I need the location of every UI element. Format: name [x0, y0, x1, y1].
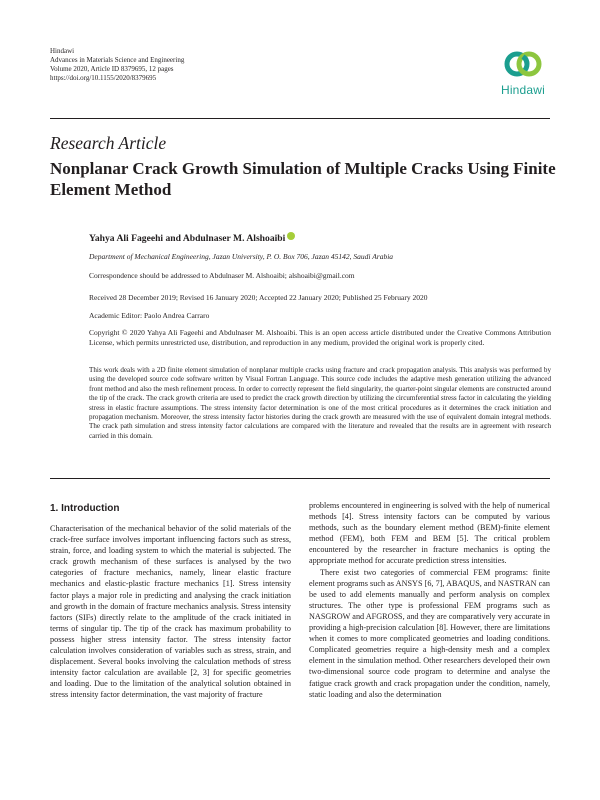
authors: Yahya Ali Fageehi and Abdulnaser M. Alshoaibi	[89, 233, 286, 244]
body-column-right	[309, 500, 550, 700]
header-divider	[50, 118, 550, 119]
publication-dates: Received 28 December 2019; Revised 16 January 2020; Accepted 22 January 2020; Published 25 February 2020	[89, 293, 428, 302]
abstract-divider	[50, 478, 550, 479]
publisher-name: Hindawi	[50, 47, 75, 55]
affiliation: Department of Mechanical Engineering, Jazan University, P. O. Box 706, Jazan 45142, Saudi Arabia	[89, 252, 394, 261]
section-heading: 1. Introduction	[50, 503, 120, 514]
academic-editor: Academic Editor: Paolo Andrea Carraro	[89, 311, 210, 320]
doi-link[interactable]: https://doi.org/10.1155/2020/8379695	[50, 74, 157, 82]
orcid-icon[interactable]	[287, 232, 295, 240]
journal-info	[50, 47, 184, 83]
paragraph: problems encountered in engineering is solved with the help of numerical methods [4]. Stress intensity factors can be computed by various methods, such as the boundary element method (BEM)-finite element method (FEM), both FEM and BEM [5]. The critical problem encountered by the researcher in fracture mechanics is opting the appropriate method for accurate prediction stress intensities.	[309, 501, 551, 566]
article-title: Nonplanar Crack Growth Simulation of Multiple Cracks Using Finite Element Method	[50, 159, 556, 199]
hindawi-logo	[497, 46, 549, 106]
hindawi-logo-icon	[503, 46, 543, 82]
correspondence: Correspondence should be addressed to Abdulnaser M. Alshoaibi; alshoaibi@gmail.com	[89, 271, 355, 280]
journal-name: Advances in Materials Science and Engineering	[50, 56, 185, 64]
article-type: Research Article	[50, 133, 167, 153]
logo-text: Hindawi	[500, 83, 546, 97]
volume-info: Volume 2020, Article ID 8379695, 12 pages	[50, 65, 174, 73]
paragraph: There exist two categories of commercial FEM programs: finite element programs such as ANSYS [6, 7], ABAQUS, and NASTRAN can be used to add elements manually and perform analysis on complex structures. The other type is professional FEM programs such as NASGROW and AFGROSS, and they are comparatively very accurate in providing a high-precision calculation [8]. However, there are limitations when it comes to more complicated geometries and loading conditions. Complicated geometries require a high-density mesh and a complex element in the simulation method. Other researchers developed their own two-dimensional source code program to determine and analyse the fatigue crack growth and crack propagation under the condition, namely, static loading and also the determination	[309, 567, 550, 699]
body-column-left	[50, 523, 291, 701]
paragraph: Characterisation of the mechanical behavior of the solid materials of the crack-free surface involves important influencing factors such as stress, strain, force, and loading system to which the material is subjected. The crack growth mechanism of these surfaces is analysed by the two categories of fracture mechanics, namely, linear elastic fracture mechanics and elastic-plastic fracture mechanics [1]. Stress intensity factor plays a major role in predicting and analysing the crack initiation and growth in the domain of fracture mechanics analysis. Stress intensity factors (SIFs) directly relate to the amplitude of the crack initiated in terms of singular tip. The tip of the crack has maximum probability to possess higher stress intensity factor. The stress intensity factor calculation involves consideration of variables such as stress, strain, and displacement. Several books involving the calculation methods of stress intensity factor calculation are available [2, 3] for specific geometries and loading. Due to the limitation of the analytical solution obtained in stress intensity factor determination, the vast majority of fracture	[50, 524, 291, 700]
abstract: This work deals with a 2D finite element simulation of nonplanar multiple cracks using fracture and crack propagation analysis. This analysis was performed by using the developed source code software written by Visual Fortran Language. This source code includes the adaptive mesh generation utilizing the advanced front method and also the mesh refinement process. In order to correctly represent the field singularity, the quarter-point singular elements are constructed around the tip of the crack. The crack growth criteria are used to predict the crack growth direction by utilizing the circumferential stress factor in calculating the yielding stress in elastic fracture assumptions. The stress intensity factor determination is one of the most critical procedures as it determines the crack initiation and propagation mechanism. Moreover, the stress intensity factor histories during the crack growth are measured with the use of equivalent domain integral methods. The crack path simulation and stress intensity factor calculations are compared with the literature and revealed that the results are in agreement with research carried in this domain.	[89, 366, 551, 440]
copyright-notice: Copyright © 2020 Yahya Ali Fageehi and Abdulnaser M. Alshoaibi. This is an open access article distributed under the Creative Commons Attribution License, which permits unrestricted use, distribution, and reproduction in any medium, provided the original work is properly cited.	[89, 328, 551, 347]
author-line	[89, 232, 295, 244]
